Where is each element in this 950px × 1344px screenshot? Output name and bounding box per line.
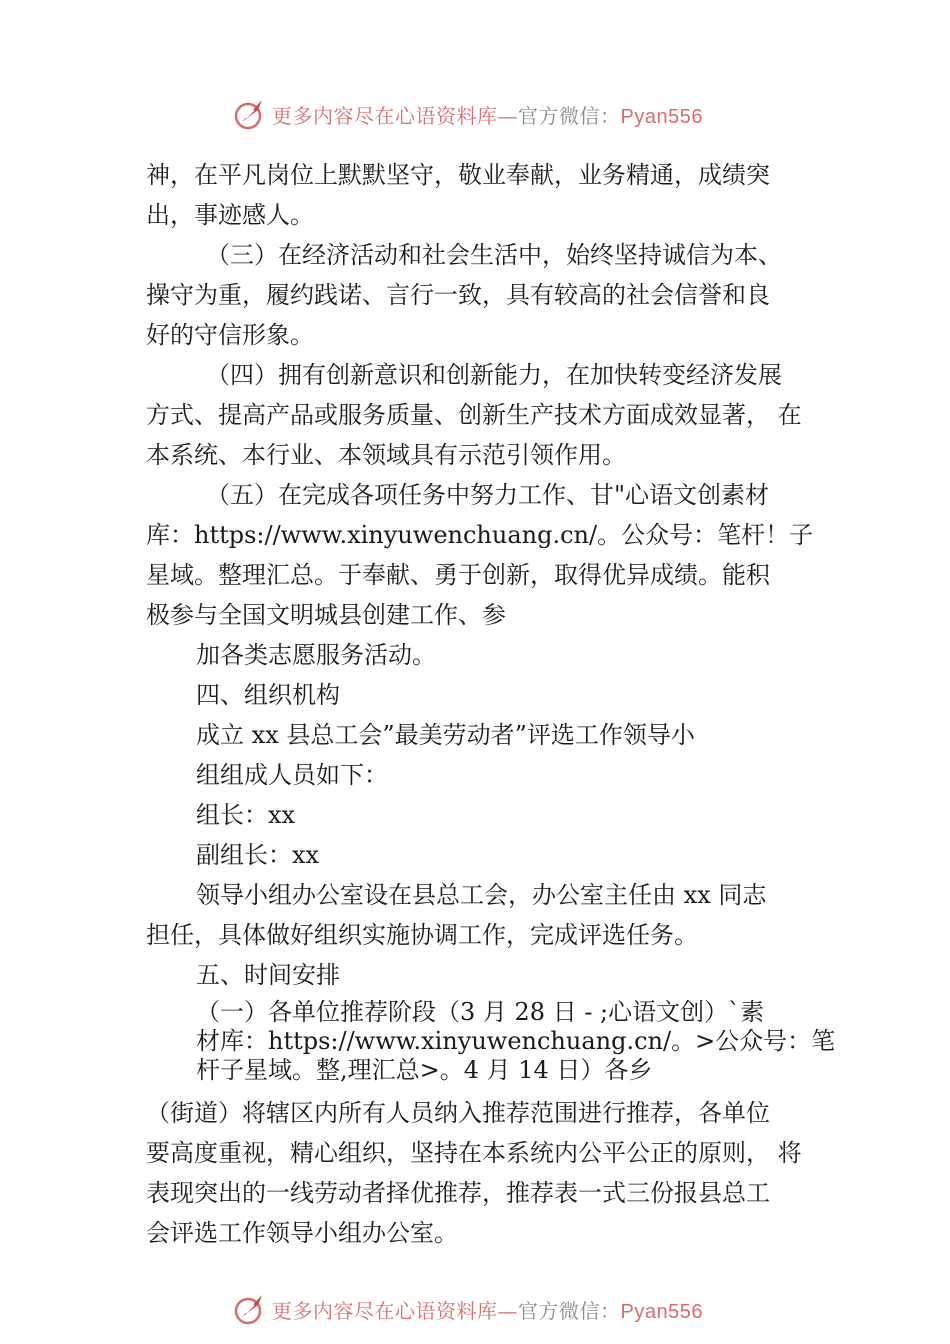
paragraph-line: 极参与全国文明城县创建工作、参 [146,601,506,629]
paragraph-line: 组长：xx [196,801,296,829]
paragraph-line: 神，在平凡岗位上默默坚守，敬业奉献，业务精通，成绩突 [146,161,770,189]
quill-logo-icon [232,1291,268,1327]
header-text: 更多内容尽在心语资料库—官方微信：Pyan556 [272,103,703,128]
paragraph-line: 加各类志愿服务活动。 [196,641,436,669]
document-body [146,155,836,1253]
paragraph-line: 会评选工作领导小组办公室。 [146,1219,458,1247]
paragraph-line: 本系统、本行业、本领域具有示范引领作用。 [146,441,626,469]
paragraph-line: 操守为重，履约践诺、言行一致，具有较高的社会信誉和良 [146,281,770,309]
footer-text: 更多内容尽在心语资料库—官方微信：Pyan556 [272,1298,703,1323]
paragraph-line: 材库：https://www.xinyuwenchuang.cn/。>公众号：笔 [196,1027,836,1055]
header-banner [232,94,703,134]
paragraph-line: 组组成人员如下： [196,761,388,789]
paragraph-line: 杆子星域。整,理汇总>。4 月 14 日）各乡 [196,1056,653,1084]
paragraph-line: 好的守信形象。 [146,321,314,349]
paragraph-line: （三）在经济活动和社会生活中，始终坚持诚信为本、 [206,241,782,269]
paragraph-line: 担任，具体做好组织实施协调工作，完成评选任务。 [146,921,698,949]
paragraph-line: 副组长：xx [196,841,320,869]
section-heading: 五、时间安排 [196,961,340,989]
paragraph-line: 方式、提高产品或服务质量、创新生产技术方面成效显著， 在 [146,401,802,429]
paragraph-line: （四）拥有创新意识和创新能力，在加快转变经济发展 [206,361,782,389]
paragraph-line: 星域。整理汇总。于奉献、勇于创新，取得优异成绩。能积 [146,561,770,589]
paragraph-line: （一）各单位推荐阶段（3 月 28 日 - ;心语文创）`素 [196,998,765,1026]
paragraph-line: 出，事迹感人。 [146,201,314,229]
paragraph-line: 库：https://www.xinyuwenchuang.cn/。公众号：笔杆！子 [146,521,814,549]
quill-logo-icon [232,96,268,132]
footer-banner [232,1289,703,1329]
section-heading: 四、组织机构 [196,681,340,709]
paragraph-line: 要高度重视，精心组织，坚持在本系统内公平公正的原则， 将 [146,1139,802,1167]
schedule-block [146,995,836,1093]
paragraph-line: （五）在完成各项任务中努力工作、甘"心语文创素材 [206,481,770,509]
paragraph-line: 领导小组办公室设在县总工会，办公室主任由 xx 同志 [196,881,767,909]
paragraph-line: 成立 xx 县总工会”最美劳动者”评选工作领导小 [196,721,695,749]
paragraph-line: 表现突出的一线劳动者择优推荐，推荐表一式三份报县总工 [146,1179,770,1207]
paragraph-line: （街道）将辖区内所有人员纳入推荐范围进行推荐，各单位 [146,1099,770,1127]
